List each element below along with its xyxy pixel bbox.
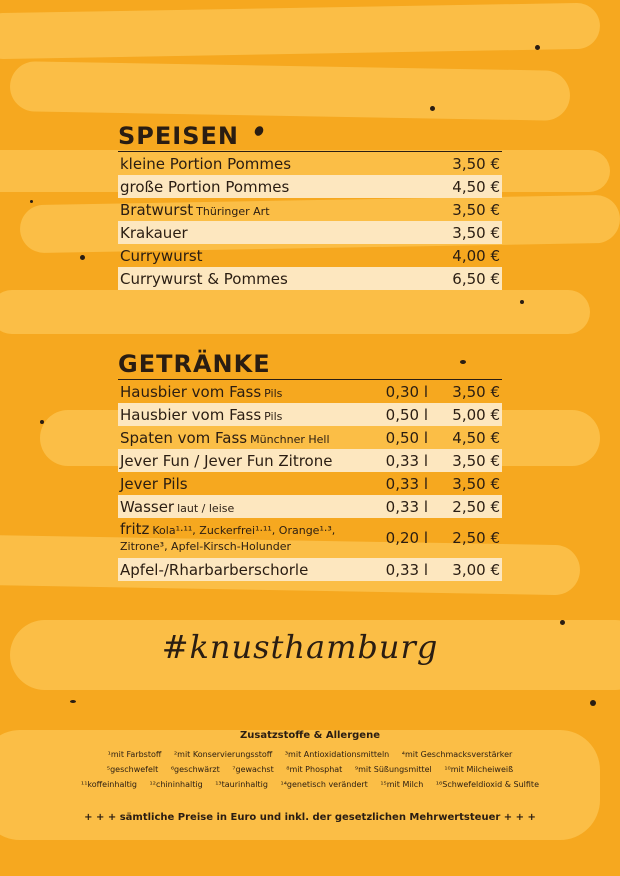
allergen-entry: ¹⁵mit Milch [380, 780, 424, 789]
allergen-entry: ¹¹koffeinhaltig [80, 780, 137, 789]
item-price: 3,50 € [452, 382, 500, 401]
ink-speck [40, 420, 44, 424]
item-name: Krakauer [120, 223, 188, 242]
item-name: Hausbier vom Fass [120, 405, 262, 424]
allergen-entry: ⁴mit Geschmacksverstärker [401, 750, 513, 759]
food-section [118, 122, 502, 290]
drinks-section [118, 350, 502, 581]
item-volume: 0,30 l [385, 382, 428, 401]
item-price: 4,50 € [452, 428, 500, 447]
allergen-line [60, 747, 560, 762]
item-name: Currywurst [120, 246, 203, 265]
item-subnote: Zitrone³, Apfel-Kirsch-Holunder [120, 540, 292, 553]
item-price: 3,50 € [452, 474, 500, 493]
item-volume: 0,50 l [385, 405, 428, 424]
item-price: 3,50 € [452, 223, 500, 242]
ink-speck [535, 45, 540, 50]
item-name: Jever Pils [120, 474, 188, 493]
drinks-list [118, 380, 502, 581]
item-note: Pils [264, 409, 283, 423]
item-name: Wasser [120, 497, 175, 516]
item-note: laut / leise [177, 501, 235, 515]
item-note: Münchner Hell [250, 432, 330, 446]
allergen-entry: ¹⁴genetisch verändert [280, 780, 368, 789]
item-name-wrap [118, 498, 378, 516]
allergen-list [60, 747, 560, 792]
hashtag: #knusthamburg [161, 628, 439, 666]
item-volume: 0,33 l [385, 451, 428, 470]
item-name: Spaten vom Fass [120, 428, 248, 447]
item-name: fritz [120, 522, 150, 538]
drink-item [118, 472, 502, 495]
item-name: Apfel-/Rharbarberschorle [120, 560, 309, 579]
food-item [118, 244, 502, 267]
drinks-title: GETRÄNKE [118, 350, 502, 380]
ink-speck [430, 106, 435, 111]
food-item [118, 175, 502, 198]
item-name: große Portion Pommes [120, 177, 290, 196]
item-name-wrap [118, 429, 378, 447]
item-name: kleine Portion Pommes [120, 154, 292, 173]
item-volume: 0,20 l [385, 529, 428, 547]
allergen-entry: ¹⁶Schwefeldioxid & Sulfite [435, 780, 539, 789]
allergen-entry: ⁹mit Süßungsmittel [354, 765, 432, 774]
background-stroke [0, 3, 600, 60]
ink-speck [30, 200, 33, 203]
allergen-entry: ¹²chininhaltig [149, 780, 203, 789]
drink-item [118, 403, 502, 426]
item-price: 3,50 € [452, 154, 500, 173]
food-title: SPEISEN [118, 122, 502, 152]
food-item [118, 267, 502, 290]
allergen-entry: ⁶geschwärzt [170, 765, 220, 774]
item-name-wrap [118, 383, 378, 401]
item-note: Thüringer Art [196, 204, 270, 218]
allergen-entry: ³mit Antioxidationsmitteln [284, 750, 390, 759]
item-name-wrap [118, 201, 428, 219]
item-price: 4,50 € [452, 177, 500, 196]
food-item [118, 221, 502, 244]
drink-item [118, 495, 502, 518]
item-name: Currywurst & Pommes [120, 269, 288, 288]
ink-speck [70, 700, 76, 703]
item-price: 4,00 € [452, 246, 500, 265]
item-price: 3,00 € [452, 560, 500, 579]
allergen-line [60, 762, 560, 777]
item-name: Hausbier vom Fass [120, 382, 262, 401]
food-item [118, 198, 502, 221]
allergen-entry: ⁸mit Phosphat [286, 765, 343, 774]
ink-speck [590, 700, 596, 706]
background-stroke [10, 61, 571, 121]
item-volume: 0,33 l [385, 560, 428, 579]
drink-item [118, 426, 502, 449]
food-item [118, 152, 502, 175]
allergen-entry: ¹⁰mit Milcheiweiß [444, 765, 514, 774]
item-price: 2,50 € [452, 497, 500, 516]
allergen-entry: ⁷gewachst [232, 765, 274, 774]
item-price: 6,50 € [452, 269, 500, 288]
ink-speck [560, 620, 565, 625]
ink-speck [520, 300, 524, 304]
item-price: 3,50 € [452, 200, 500, 219]
drink-item [118, 380, 502, 403]
allergen-entry: ¹³taurinhaltig [215, 780, 268, 789]
drink-item [118, 518, 502, 558]
item-volume: 0,50 l [385, 428, 428, 447]
ink-speck [80, 255, 85, 260]
background-stroke [0, 290, 590, 334]
item-name-wrap [118, 522, 378, 554]
drink-item [118, 449, 502, 472]
item-volume: 0,33 l [385, 474, 428, 493]
allergen-line [60, 777, 560, 792]
item-price: 3,50 € [452, 451, 500, 470]
allergen-entry: ¹mit Farbstoff [107, 750, 162, 759]
item-volume: 0,33 l [385, 497, 428, 516]
allergen-entry: ⁵geschwefelt [106, 765, 159, 774]
drink-item [118, 558, 502, 581]
allergen-entry: ²mit Konservierungsstoff [173, 750, 273, 759]
item-price: 5,00 € [452, 405, 500, 424]
food-list [118, 152, 502, 290]
item-name: Jever Fun / Jever Fun Zitrone [120, 451, 333, 470]
item-price: 2,50 € [452, 529, 500, 547]
price-note: + + + sämtliche Preise in Euro und inkl. der gesetzlichen Mehrwertsteuer + + + [84, 812, 536, 823]
allergen-title: Zusatzstoffe & Allergene [240, 730, 380, 741]
item-note: Pils [264, 386, 283, 400]
item-name-wrap [118, 406, 378, 424]
item-note: Kola¹·¹¹, Zuckerfrei¹·¹¹, Orange¹·³, [152, 524, 336, 537]
item-name: Bratwurst [120, 200, 194, 219]
